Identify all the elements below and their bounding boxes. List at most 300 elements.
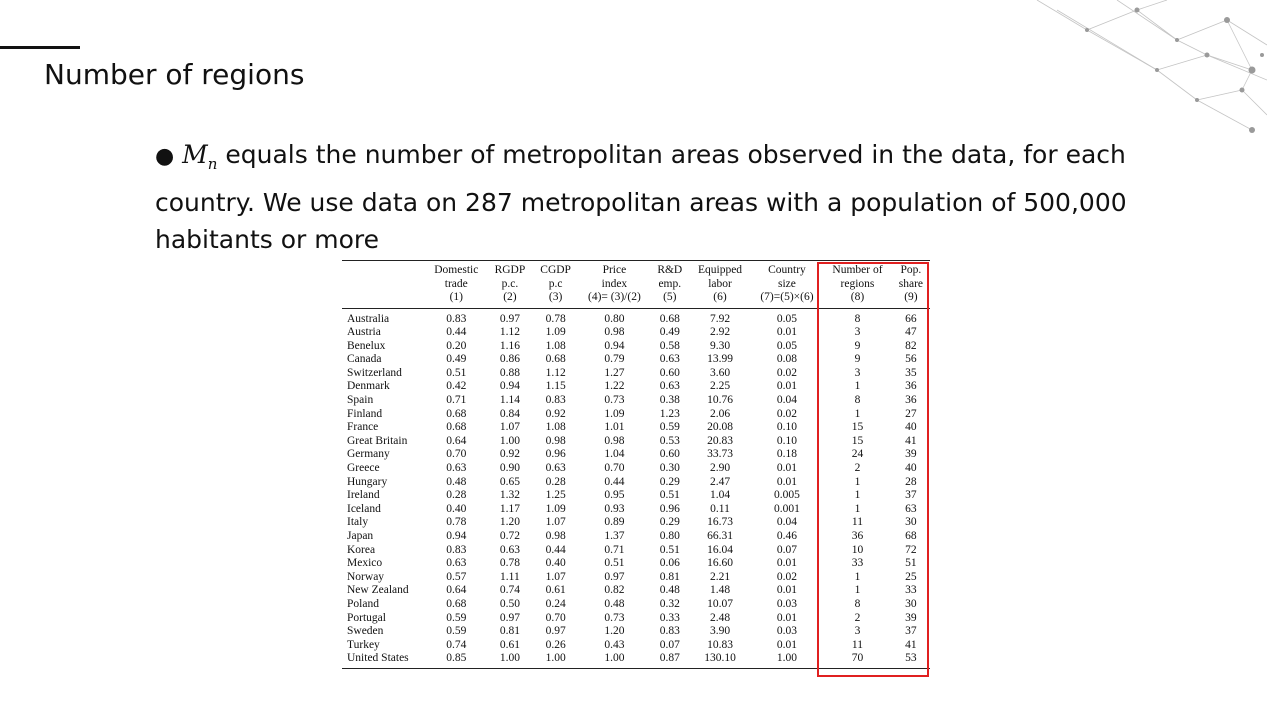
table-cell: 0.92 <box>499 448 520 461</box>
table-cell: 0.68 <box>446 421 467 434</box>
table-cell: 1.11 <box>500 570 520 583</box>
table-header-line: Number of <box>832 264 883 276</box>
table-cell-country: Mexico <box>347 557 383 570</box>
table-cell: 0.83 <box>659 625 680 638</box>
table-header-line: share <box>898 277 924 290</box>
table-cell: 0.01 <box>776 557 797 570</box>
table-cell: 1.00 <box>533 652 579 668</box>
table-cell: 35 <box>905 366 917 379</box>
table-cell-country: Switzerland <box>347 366 402 379</box>
table-cell: 0.95 <box>604 489 625 502</box>
table-header-line: Pop. <box>900 264 922 276</box>
table-header-line: index <box>601 277 628 290</box>
table-cell: 1.04 <box>604 448 625 461</box>
table-row <box>342 408 930 422</box>
table-cell: 2.21 <box>709 570 731 583</box>
table-cell: 0.96 <box>659 502 680 515</box>
table-header-cell <box>426 261 488 309</box>
table-cell: 0.64 <box>446 434 467 447</box>
table-cell: 0.79 <box>604 353 625 366</box>
table-cell: 40 <box>905 421 917 434</box>
table-cell: 0.82 <box>604 584 625 597</box>
table-cell: 0.60 <box>659 448 680 461</box>
table-cell: 20.83 <box>707 434 733 447</box>
table-cell: 9.30 <box>709 339 731 352</box>
table-cell: 0.24 <box>545 597 566 610</box>
table-header-cell <box>823 261 892 309</box>
table-cell: 0.05 <box>776 339 797 352</box>
table-cell: 1 <box>854 380 861 393</box>
table-header-line: size <box>778 277 796 290</box>
table-header-row <box>342 261 930 309</box>
table-cell: 1.01 <box>604 421 625 434</box>
table-row <box>342 639 930 653</box>
table-cell-country: Japan <box>347 530 374 542</box>
table-row <box>342 516 930 530</box>
table-cell: 1.37 <box>604 530 625 542</box>
table-row <box>342 435 930 449</box>
table-cell: 0.02 <box>776 570 797 583</box>
table-cell: 0.07 <box>659 638 680 651</box>
table-header-line: Domestic <box>434 264 479 276</box>
table-cell: 9 <box>854 353 861 366</box>
table-cell: 3 <box>854 625 861 638</box>
table-cell: 8 <box>854 597 861 610</box>
table-cell: 0.01 <box>776 326 797 339</box>
table-cell: 15 <box>851 421 864 434</box>
table-cell: 1.08 <box>545 421 566 434</box>
title-accent-bar <box>0 46 80 49</box>
table-header-line: CGDP <box>540 264 571 276</box>
table-cell: 51 <box>905 557 917 570</box>
table-cell-country: Denmark <box>347 380 390 393</box>
table-cell: 47 <box>905 326 917 339</box>
table-cell-country: Turkey <box>347 638 380 651</box>
table-cell: 10.83 <box>707 638 733 651</box>
table-cell: 16.04 <box>707 543 733 556</box>
table-header-line: (3) <box>548 291 563 303</box>
table-row <box>342 544 930 558</box>
table-cell: 0.63 <box>446 462 467 475</box>
table-cell: 0.70 <box>545 611 566 624</box>
table-cell: 0.78 <box>499 557 520 570</box>
table-cell: 70 <box>823 652 892 668</box>
table-cell: 0.29 <box>659 516 680 529</box>
table-row <box>342 394 930 408</box>
table-cell-country: Iceland <box>347 502 381 515</box>
table-row <box>342 652 930 668</box>
network-graph-icon <box>1027 0 1267 140</box>
table-cell: 56 <box>905 353 917 366</box>
table-cell: 1.48 <box>709 584 731 597</box>
table-cell: 53 <box>892 652 930 668</box>
table-cell: 10 <box>851 543 864 556</box>
table-row <box>342 462 930 476</box>
table-cell: 0.44 <box>604 475 625 488</box>
table-cell: 30 <box>905 516 917 529</box>
table-cell: 0.71 <box>446 394 467 407</box>
table-header-cell <box>578 261 650 309</box>
table-cell: 0.86 <box>499 353 520 366</box>
table-cell: 2.25 <box>709 380 731 393</box>
table-cell: 0.98 <box>604 326 625 339</box>
table-cell: 1 <box>854 584 861 597</box>
table-cell: 0.61 <box>545 584 566 597</box>
table-cell: 0.04 <box>776 516 797 529</box>
table-header-line: p.c <box>548 277 563 290</box>
table-header-line: RGDP <box>494 264 526 276</box>
table-cell: 0.40 <box>545 557 566 570</box>
table-cell: 1.09 <box>545 502 566 515</box>
table-cell: 0.83 <box>545 394 566 407</box>
table-cell: 0.63 <box>446 557 467 570</box>
table-row <box>342 380 930 394</box>
table-header-line: (4)= (3)/(2) <box>588 291 641 303</box>
table-row <box>342 489 930 503</box>
table-cell: 1 <box>854 475 861 488</box>
table-header-cell <box>487 261 533 309</box>
table-cell: 0.30 <box>659 462 680 475</box>
table-cell: 0.65 <box>499 475 520 488</box>
table-cell: 2.92 <box>709 326 731 339</box>
table-header-line: Country <box>768 264 806 276</box>
table-cell: 0.94 <box>604 339 625 352</box>
table-cell: 0.60 <box>659 366 680 379</box>
table-row <box>342 598 930 612</box>
table-cell: 0.53 <box>659 434 680 447</box>
table-cell: 0.64 <box>446 584 467 597</box>
table-header-line: (9) <box>904 291 918 303</box>
table-cell: 27 <box>905 407 917 420</box>
table-cell: 0.70 <box>446 448 467 461</box>
table-cell: 0.80 <box>604 312 625 325</box>
table-cell: 24 <box>851 448 864 461</box>
table-cell: 3 <box>854 366 861 379</box>
table-cell: 0.48 <box>446 475 467 488</box>
table-cell: 0.93 <box>604 502 625 515</box>
table-cell: 0.01 <box>776 638 797 651</box>
table-cell: 0.07 <box>776 543 797 556</box>
table-cell: 0.49 <box>659 326 680 339</box>
table-cell: 39 <box>905 611 917 624</box>
table-cell: 1.08 <box>545 339 566 352</box>
table-cell: 0.58 <box>659 339 680 352</box>
table-cell: 0.90 <box>499 462 520 475</box>
table-cell: 0.87 <box>650 652 689 668</box>
table-cell: 0.01 <box>776 584 797 597</box>
table-cell: 0.98 <box>545 530 566 542</box>
table-cell: 13.99 <box>707 353 733 366</box>
table-cell: 0.51 <box>446 366 467 379</box>
table-cell: 0.97 <box>604 570 625 583</box>
table-header-line: trade <box>444 277 468 290</box>
table-cell: 1.07 <box>545 516 566 529</box>
table-cell: 41 <box>905 638 917 651</box>
table-row <box>342 612 930 626</box>
table-cell-country: Hungary <box>347 475 388 488</box>
table-cell: 1.12 <box>499 326 520 339</box>
table-cell: 25 <box>905 570 917 583</box>
table-cell: 1.00 <box>499 434 520 447</box>
table-cell: 16.73 <box>707 516 733 529</box>
table-cell: 0.01 <box>776 475 797 488</box>
table-cell: 66.31 <box>707 530 733 542</box>
table-cell: 7.92 <box>709 312 731 325</box>
table-cell: 0.20 <box>446 339 467 352</box>
table-cell: 3.90 <box>709 625 731 638</box>
table-cell: 3 <box>854 326 861 339</box>
table-cell: 0.81 <box>659 570 680 583</box>
table-cell: 0.59 <box>659 421 680 434</box>
table-cell: 2.47 <box>709 475 731 488</box>
table-cell: 0.81 <box>499 625 520 638</box>
table-cell: 30 <box>905 597 917 610</box>
table-cell: 0.80 <box>659 530 680 542</box>
table-cell: 0.51 <box>659 543 680 556</box>
table-header-cell <box>533 261 579 309</box>
table-cell: 0.48 <box>604 597 625 610</box>
table-cell-country: Sweden <box>347 625 384 638</box>
table-cell: 0.01 <box>776 380 797 393</box>
table-cell-country: Benelux <box>347 339 386 352</box>
table-cell: 0.63 <box>545 462 566 475</box>
table-cell: 0.94 <box>446 530 467 542</box>
table-cell: 37 <box>905 489 917 502</box>
table-cell: 0.97 <box>499 611 520 624</box>
table-cell: 39 <box>905 448 917 461</box>
table-cell: 0.92 <box>545 407 566 420</box>
table-cell: 0.73 <box>604 394 625 407</box>
table-cell: 0.63 <box>499 543 520 556</box>
table-cell: 2.48 <box>709 611 731 624</box>
table-cell: 0.98 <box>545 434 566 447</box>
table-cell: 1.15 <box>545 380 566 393</box>
table-cell: 0.73 <box>604 611 625 624</box>
table-cell: 15 <box>851 434 864 447</box>
table-row <box>342 503 930 517</box>
table-cell: 0.49 <box>446 353 467 366</box>
table-cell: 1 <box>854 502 861 515</box>
table-cell: 0.001 <box>774 502 800 515</box>
table-cell: 0.01 <box>776 611 797 624</box>
table-cell: 0.38 <box>659 394 680 407</box>
table-row <box>342 584 930 598</box>
table-cell: 11 <box>851 516 863 529</box>
table-cell: 0.68 <box>446 597 467 610</box>
table-cell: 0.04 <box>776 394 797 407</box>
table-header-line: (8) <box>850 291 865 303</box>
table-cell: 0.29 <box>659 475 680 488</box>
table-cell: 1.23 <box>659 407 680 420</box>
table-cell: 1.17 <box>499 502 520 515</box>
table-cell: 2.06 <box>709 407 731 420</box>
table-cell: 0.01 <box>776 462 797 475</box>
table-cell: 36 <box>851 530 864 542</box>
table-cell: 0.46 <box>776 530 797 542</box>
table-cell: 0.74 <box>499 584 520 597</box>
table-cell: 1.20 <box>499 516 520 529</box>
table-cell: 82 <box>905 339 917 352</box>
table-row <box>342 340 930 354</box>
table-cell: 36 <box>905 394 917 407</box>
table-cell: 0.84 <box>499 407 520 420</box>
table-cell: 0.63 <box>659 380 680 393</box>
table-cell: 0.10 <box>776 421 797 434</box>
table-cell: 0.50 <box>499 597 520 610</box>
table-cell: 1.04 <box>709 489 731 502</box>
table-cell: 0.68 <box>446 407 467 420</box>
table-cell: 33.73 <box>707 448 733 461</box>
country-data-table <box>342 260 930 669</box>
table-row <box>342 448 930 462</box>
table-cell: 0.44 <box>545 543 566 556</box>
table-header-line: labor <box>708 277 732 290</box>
table-cell: 0.74 <box>446 638 467 651</box>
table-cell: 1.25 <box>545 489 566 502</box>
table-header-line: (1) <box>449 291 463 303</box>
table-cell: 0.83 <box>446 312 467 325</box>
table-cell: 0.08 <box>776 353 797 366</box>
table-cell-country: Poland <box>347 597 379 610</box>
table-cell: 0.96 <box>545 448 566 461</box>
table-header <box>342 261 930 309</box>
table-cell: 0.26 <box>545 638 566 651</box>
table-cell: 10.07 <box>707 597 733 610</box>
table-cell: 1.00 <box>578 652 650 668</box>
table-row <box>342 326 930 340</box>
table-row <box>342 421 930 435</box>
table-cell-country: Ireland <box>347 489 380 502</box>
country-data-table-container <box>342 260 930 669</box>
table-cell: 2 <box>854 611 861 624</box>
table-cell: 1.09 <box>604 407 625 420</box>
table-header-cell <box>342 261 426 309</box>
table-header-cell <box>892 261 930 309</box>
table-cell: 0.51 <box>659 489 680 502</box>
table-cell-country: New Zealand <box>347 584 409 597</box>
table-cell: 0.33 <box>659 611 680 624</box>
table-cell: 0.02 <box>776 407 797 420</box>
table-cell: 1.32 <box>499 489 520 502</box>
table-cell: 0.83 <box>446 543 467 556</box>
table-cell: 20.08 <box>707 421 733 434</box>
table-cell-country: Spain <box>347 394 374 407</box>
table-cell: 0.03 <box>776 597 797 610</box>
table-cell: 1.20 <box>604 625 625 638</box>
table-cell: 0.44 <box>446 326 467 339</box>
table-cell: 1.22 <box>604 380 625 393</box>
table-cell: 63 <box>905 502 917 515</box>
table-header-line: (7)=(5)×(6) <box>760 291 814 303</box>
math-variable-main: M <box>182 140 208 169</box>
table-cell: 0.71 <box>604 543 625 556</box>
table-cell: 0.97 <box>499 312 520 325</box>
table-cell: 0.28 <box>545 475 566 488</box>
table-cell: 9 <box>854 339 861 352</box>
table-cell: 8 <box>854 394 861 407</box>
table-header-cell <box>751 261 823 309</box>
table-cell-country: Austria <box>347 326 381 339</box>
table-cell-country: Canada <box>347 353 382 366</box>
table-cell-country: Norway <box>347 570 385 583</box>
table-cell: 28 <box>905 475 917 488</box>
table-cell: 0.32 <box>659 597 680 610</box>
table-cell: 1.07 <box>545 570 566 583</box>
table-cell: 0.78 <box>545 312 566 325</box>
table-row <box>342 476 930 490</box>
table-cell: 1.16 <box>499 339 520 352</box>
table-row <box>342 571 930 585</box>
table-cell: 0.43 <box>604 638 625 651</box>
table-cell: 0.98 <box>604 434 625 447</box>
table-header-cell <box>689 261 751 309</box>
table-cell-country: Finland <box>347 407 383 420</box>
bullet-text-block <box>155 136 1135 259</box>
table-cell: 0.59 <box>446 625 467 638</box>
table-row <box>342 353 930 367</box>
table-cell-country: Greece <box>347 462 380 475</box>
table-cell: 1.07 <box>499 421 520 434</box>
table-cell-country: Australia <box>347 312 390 325</box>
table-cell: 0.05 <box>776 312 797 325</box>
table-header-line: (2) <box>503 291 517 303</box>
table-header-cell <box>650 261 689 309</box>
table-cell: 1.12 <box>545 366 566 379</box>
table-cell-country: Italy <box>347 516 369 529</box>
table-cell: 0.70 <box>604 462 625 475</box>
table-header-line: R&D <box>657 264 683 276</box>
table-cell: 1 <box>854 407 861 420</box>
table-cell: 40 <box>905 462 917 475</box>
table-cell: 41 <box>905 434 917 447</box>
table-cell: 1.00 <box>751 652 823 668</box>
table-cell: 0.78 <box>446 516 467 529</box>
table-cell: 72 <box>905 543 917 556</box>
table-cell: 1.27 <box>604 366 625 379</box>
table-cell: 0.18 <box>776 448 797 461</box>
table-row <box>342 530 930 544</box>
table-cell: 11 <box>851 638 863 651</box>
table-cell: 0.10 <box>776 434 797 447</box>
slide-title: Number of regions <box>44 58 305 91</box>
table-cell: 66 <box>905 312 917 325</box>
table-cell: 10.76 <box>707 394 733 407</box>
table-cell: 0.40 <box>446 502 467 515</box>
table-header-line: Price <box>602 264 627 276</box>
table-cell: 0.63 <box>659 353 680 366</box>
table-cell: 1.00 <box>487 652 533 668</box>
table-cell: 0.57 <box>446 570 467 583</box>
table-cell: 0.88 <box>499 366 520 379</box>
table-header-line: (5) <box>663 291 677 303</box>
math-variable-subscript: n <box>207 155 218 173</box>
table-body <box>342 308 930 668</box>
table-cell-country: Portugal <box>347 611 386 624</box>
bullet-text: equals the number of metropolitan areas observed in the data, for each country. We use data on 287 metropolitan areas with a population of 500,000 habitants or more <box>155 140 1127 254</box>
table-header-line: regions <box>840 277 875 290</box>
table-cell-country: Great Britain <box>347 434 408 447</box>
table-row <box>342 367 930 381</box>
table-header-line: Equipped <box>697 264 743 276</box>
table-cell: 0.02 <box>776 366 797 379</box>
table-cell: 1.14 <box>499 394 520 407</box>
table-cell: 0.61 <box>499 638 520 651</box>
table-cell-country: Korea <box>347 543 376 556</box>
table-header-line: (6) <box>713 291 727 303</box>
table-cell: 37 <box>905 625 917 638</box>
table-cell: 8 <box>854 312 861 325</box>
table-cell-country: France <box>347 421 379 434</box>
